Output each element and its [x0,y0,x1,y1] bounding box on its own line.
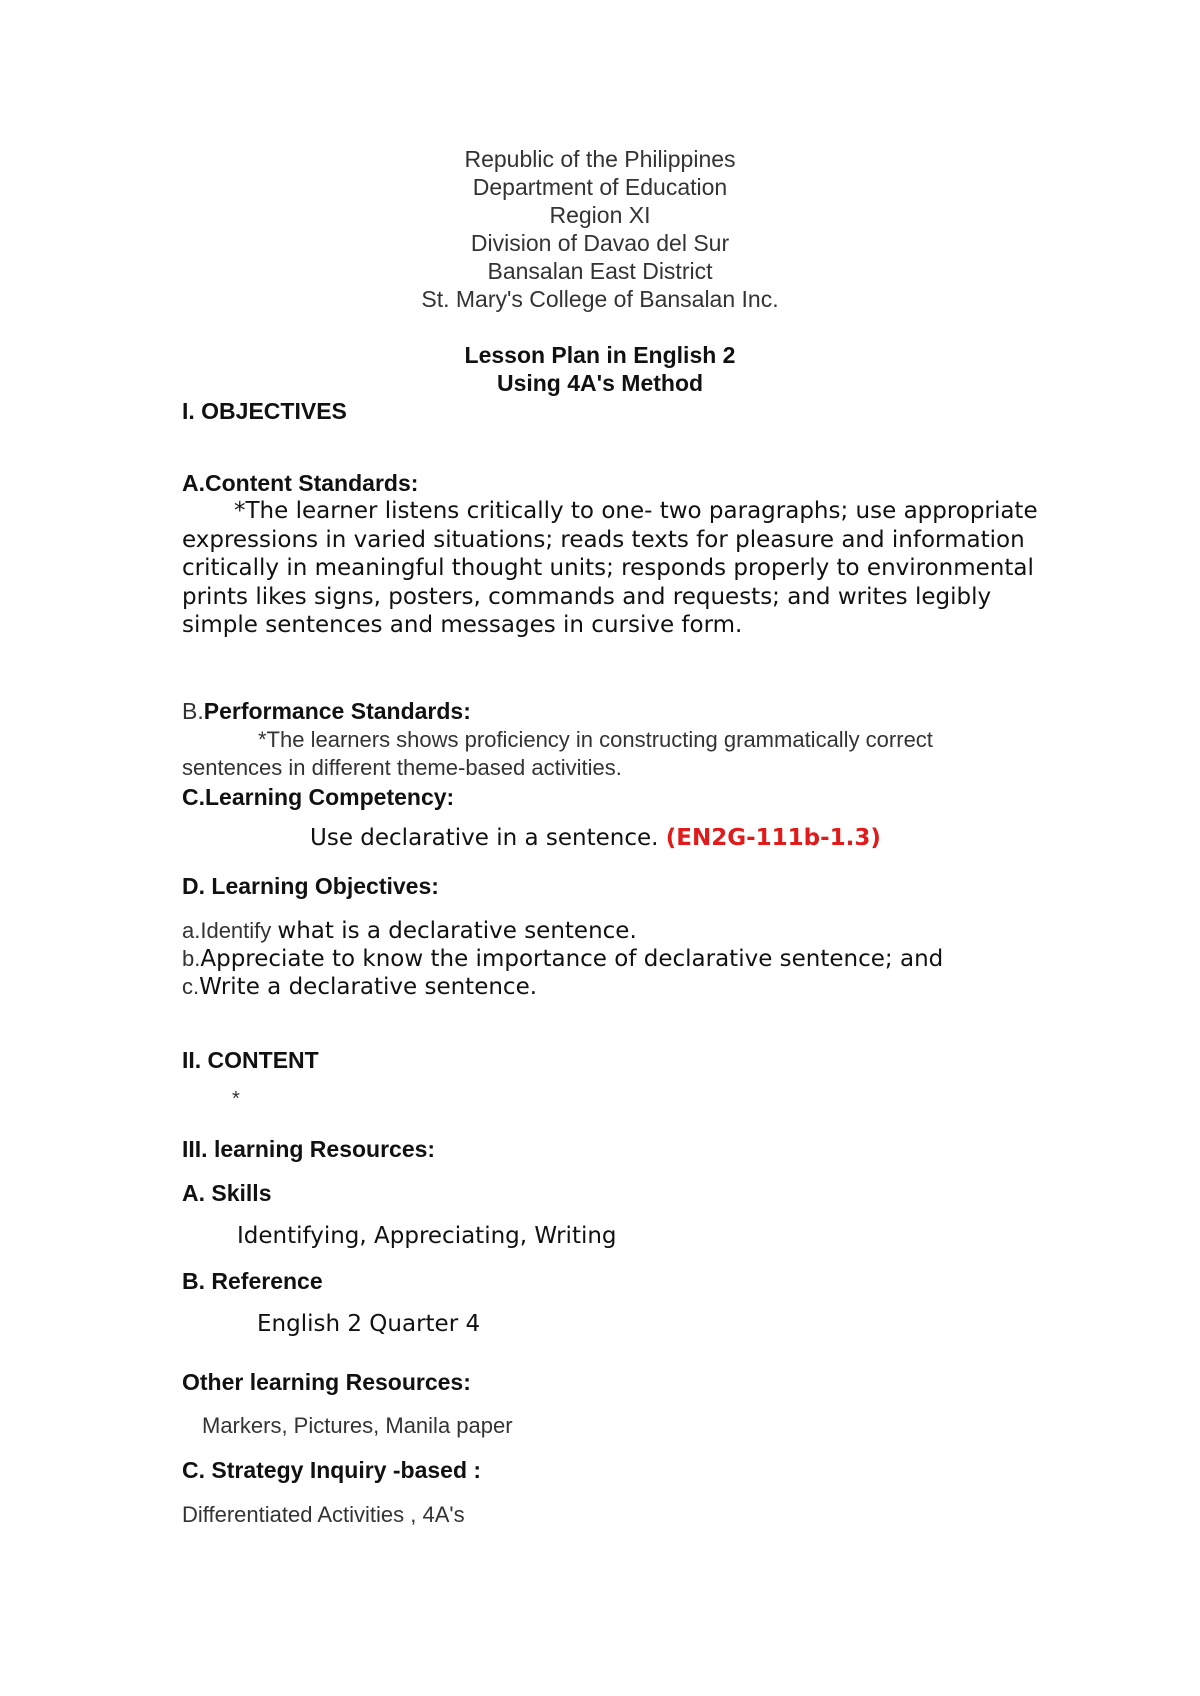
learning-competency-heading: C.Learning Competency: [182,784,455,810]
performance-standards-heading [182,698,471,725]
content-bullet: * [232,1088,240,1110]
performance-standards-line2: sentences in different theme-based activities. [182,755,622,780]
reference-heading: B. Reference [182,1268,323,1294]
content-standards-text [182,497,1042,640]
learning-objective-b [182,945,943,972]
learning-objective-c-prefix: c. [182,974,200,999]
performance-standards-line1: *The learners shows proficiency in constructing grammatically correct [258,727,933,752]
strategy-heading: C. Strategy Inquiry -based : [182,1457,482,1483]
learning-objectives-heading: D. Learning Objectives: [182,873,439,899]
learning-competency-line [310,825,881,851]
header-district: Bansalan East District [487,258,713,284]
content-standards-body: *The learner listens critically to one- two paragraphs; use appropriate expressions in varied situations; reads texts for pleasure and information critically in meaningful thought units; responds properly to environmental prints likes signs, posters, commands and requests; and writes legibly simple sentences and messages in cursive form. [182,498,1038,639]
other-resources-text: Markers, Pictures, Manila paper [202,1413,513,1438]
header-region: Region XI [549,202,651,228]
learning-objective-c-text: Write a declarative sentence. [199,974,538,1000]
learning-objective-c [182,973,537,1000]
skills-text: Identifying, Appreciating, Writing [237,1223,617,1249]
learning-objective-b-text: Appreciate to know the importance of declarative sentence; and [200,946,944,972]
learning-competency-code: (EN2G-111b-1.3) [665,825,881,851]
header-division: Division of Davao del Sur [470,230,730,256]
learning-objective-a-prefix: a.Identify [182,918,278,943]
performance-standards-title: Performance Standards: [203,698,471,724]
objectives-heading: I. OBJECTIVES [182,398,347,424]
header-republic: Republic of the Philippines [464,146,736,172]
lesson-plan-title: Lesson Plan in English 2 [464,342,736,368]
lesson-plan-subtitle: Using 4A's Method [496,370,704,396]
header-department: Department of Education [472,174,728,200]
learning-objective-b-prefix: b. [182,946,201,971]
reference-text: English 2 Quarter 4 [257,1311,481,1337]
other-resources-heading: Other learning Resources: [182,1369,471,1395]
header-school: St. Mary's College of Bansalan Inc. [421,286,779,312]
learning-resources-heading: III. learning Resources: [182,1136,436,1162]
content-heading: II. CONTENT [182,1047,319,1073]
learning-competency-text: Use declarative in a sentence. [310,825,659,851]
content-standards-heading: A.Content Standards: [182,470,419,496]
performance-standards-prefix: B. [182,698,204,724]
skills-heading: A. Skills [182,1180,272,1206]
strategy-text: Differentiated Activities , 4A's [182,1502,465,1527]
learning-objective-a [182,917,637,944]
learning-objective-a-text: what is a declarative sentence. [277,918,637,944]
